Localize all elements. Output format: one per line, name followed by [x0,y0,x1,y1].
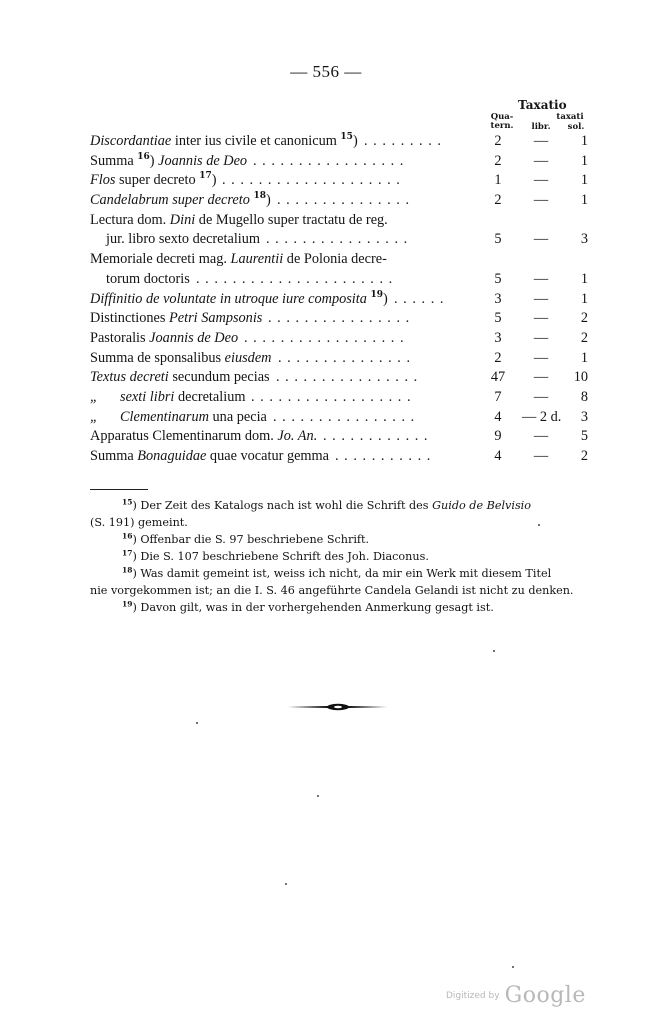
sol-value: 2 [580,310,588,327]
speck [196,722,198,724]
page-number: — 556 — [290,62,362,81]
quatern-header [485,113,519,131]
table-row [90,171,590,191]
sol-value: 2 [580,448,588,464]
table-row [90,329,590,349]
table-row [90,250,590,270]
sol-value: 1 [580,349,588,366]
leader-dots: ...... [394,290,450,307]
ornament-center-hole [334,706,342,708]
table-row [90,427,590,447]
sol-value: 5 [580,428,588,445]
libr-value: — [533,231,549,248]
entry-title: Flos super decreto $^{17}$) [90,171,217,189]
leader-dots: ............... [277,192,415,209]
taxati-header: taxati [556,112,584,122]
entry-title: Summa $^{16}$) Joannis de Deo [90,151,248,169]
leader-dots: ......... [364,133,447,149]
table-row [90,408,590,428]
libr-value: — [533,270,549,287]
table-row [90,152,590,172]
table-row [90,309,590,329]
entry-title: Apparatus Clementinarum dom. Jo. An. [90,428,318,445]
libr-value: — [533,133,549,149]
entry-title: Diffinitio de voluntate in utroque iure composita $^{19}$) [90,289,388,307]
quatern-value: 3 [494,290,502,307]
quatern-value: 2 [494,349,502,366]
leader-dots: .................. [251,388,417,405]
table-row [90,230,590,250]
speck [285,883,287,885]
footnote: $^{15}$) Der Zeit des Katalogs nach ist wohl die Schrift des Guido de Belvisio (S. 191) gemeint. [90,497,531,529]
table-row [90,388,590,408]
table-row [90,368,590,388]
footnote: $^{18}$) Was damit gemeint ist, weiss ich nicht, da mir ein Werk mit diesem Titel nie vorgekommen ist; an die I. S. 46 angeführte Candela Gelandi ist nicht zu denken. [90,565,574,597]
footnotes [90,497,590,616]
entry-title: Textus decreti secundum pecias [90,369,270,386]
sol-value: 1 [580,172,588,189]
leader-dots: .................. [244,329,410,346]
sol-header: sol. [567,122,585,132]
leader-dots: ........... [335,448,436,464]
libr-value: — [533,428,549,445]
leader-dots: ................ [276,369,423,386]
libr-value: — [533,349,549,366]
quatern-value: 5 [494,310,502,327]
google-logo-text: Google [504,983,586,1008]
entry-title: Summa de sponsalibus eiusdem [90,349,272,366]
sol-value: 2 [580,329,588,346]
sol-value: 3 [580,231,588,248]
entry-title: Discordantiae inter ius civile et canonicum $^{15}$) [90,132,358,149]
libr-value: — [533,152,549,169]
entry-title: „ Clementinarum una pecia [90,408,267,425]
speck [317,795,319,797]
entry-title: torum doctoris [106,270,190,287]
footnote: $^{19}$) Davon gilt, was in der vorhergehenden Anmerkung gesagt ist. [122,599,494,614]
entry-title: „ sexti libri decretalium [90,388,246,405]
libr-value: — [533,290,549,307]
digitized-watermark [446,983,586,1008]
table-row [90,270,590,290]
quatern-value: 4 [494,448,502,464]
table-row [90,349,590,369]
libr-value: — [533,192,549,209]
speck [493,650,495,652]
footnote: $^{16}$) Offenbar die S. 97 beschriebene Schrift. [122,531,370,546]
taxatio-header: Taxatio [518,98,567,112]
libr-value: — [533,388,549,405]
quatern-value: 1 [494,172,502,189]
leader-dots: ................ [266,231,413,248]
entry-title: Lectura dom. Dini de Mugello super tractatu de reg. [90,211,388,228]
entry-title: Distinctiones Petri Sampsonis [90,310,263,327]
sol-value: 1 [580,192,588,209]
ornament-line-left [288,706,328,708]
table-row [90,132,590,152]
table-row [90,191,590,211]
libr-value: — [533,172,549,189]
taxatio-table [90,132,590,467]
table-row [90,211,590,231]
leader-dots: ................ [273,408,420,425]
entry-title: Summa Bonaguidae quae vocatur gemma [90,448,330,464]
footnote-divider [90,489,148,490]
libr-value: — [533,329,549,346]
sol-value: 10 [573,369,588,386]
digitized-by-text: Digitized by [446,991,500,1001]
quatern-header-line2: tern. [490,121,514,131]
sol-value: 1 [580,152,588,169]
libr-value: — 2 d. [522,408,562,425]
quatern-value: 5 [494,231,502,248]
quatern-value: 2 [494,192,502,209]
ornament-divider [288,702,388,712]
libr-value: — [533,369,549,386]
entry-title: Memoriale decreti mag. Laurentii de Polonia decre- [90,251,387,268]
sol-value: 1 [580,270,588,287]
sol-value: 1 [580,290,588,307]
libr-value: — [533,310,549,327]
sol-value: 8 [580,388,588,405]
quatern-value: 9 [494,428,502,445]
entry-title: jur. libro sexto decretalium [106,231,261,248]
libr-value: — [533,448,549,464]
leader-dots: ............ [323,428,434,445]
sol-value: 1 [580,133,588,149]
quatern-value: 2 [494,152,502,169]
quatern-value: 3 [494,329,502,346]
ornament-line-right [348,706,388,708]
quatern-value: 2 [494,133,502,149]
quatern-value: 5 [494,270,502,287]
leader-dots: ................ [268,310,415,327]
quatern-value: 4 [494,408,502,425]
leader-dots: ...................... [196,270,398,287]
table-row [90,447,590,467]
leader-dots: .................... [222,172,406,189]
leader-dots: ................. [253,152,409,169]
entry-title: Candelabrum super decreto $^{18}$) [90,191,271,209]
sol-value: 3 [580,408,588,425]
quatern-value: 7 [494,388,502,405]
quatern-value: 47 [490,369,506,386]
footnote: $^{17}$) Die S. 107 beschriebene Schrift des Joh. Diaconus. [122,548,429,563]
libr-header: libr. [531,122,551,132]
leader-dots: ............... [278,349,416,366]
quatern-header-line1: Qua- [490,112,514,122]
speck [538,524,540,526]
table-row [90,290,590,310]
speck [512,966,514,968]
entry-title: Pastoralis Joannis de Deo [90,329,239,346]
